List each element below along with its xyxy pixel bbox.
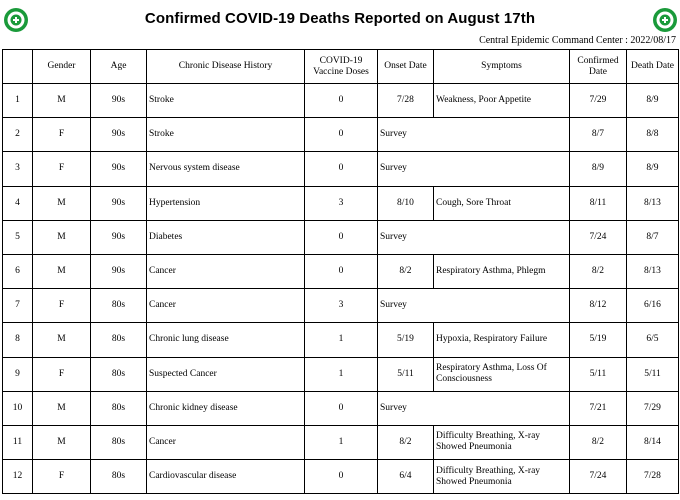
onset-date-cell: 6/4: [378, 460, 434, 494]
death-date-cell: 5/11: [627, 357, 679, 391]
confirmed-date-cell: 5/19: [570, 323, 627, 357]
age-cell: 90s: [91, 254, 147, 288]
symptoms-cell: Weakness, Poor Appetite: [434, 84, 570, 118]
table-row: [3, 220, 679, 254]
onset-date-cell: Survey: [378, 152, 570, 186]
death-date-cell: 8/9: [627, 84, 679, 118]
onset-date-cell: 7/28: [378, 84, 434, 118]
row-number-cell: 7: [3, 289, 33, 323]
vaccine-doses-cell: 1: [305, 425, 378, 459]
confirmed-date-cell: 7/21: [570, 391, 627, 425]
gender-cell: F: [33, 357, 91, 391]
table-row: [3, 289, 679, 323]
row-number-cell: 4: [3, 186, 33, 220]
vaccine-doses-cell: 3: [305, 186, 378, 220]
vaccine-doses-cell: 0: [305, 84, 378, 118]
onset-date-cell: Survey: [378, 118, 570, 152]
column-header-onset: Onset Date: [378, 50, 434, 84]
age-cell: 90s: [91, 152, 147, 186]
gender-cell: F: [33, 118, 91, 152]
onset-date-cell: Survey: [378, 220, 570, 254]
table-row: [3, 186, 679, 220]
disease-history-cell: Cancer: [147, 289, 305, 323]
table-row: [3, 357, 679, 391]
confirmed-date-cell: 8/2: [570, 425, 627, 459]
column-header-history: Chronic Disease History: [147, 50, 305, 84]
disease-history-cell: Hypertension: [147, 186, 305, 220]
table-row: [3, 391, 679, 425]
symptoms-cell: Difficulty Breathing, X-ray Showed Pneumonia: [434, 460, 570, 494]
column-header-doses: COVID-19 Vaccine Doses: [305, 50, 378, 84]
vaccine-doses-cell: 0: [305, 254, 378, 288]
age-cell: 80s: [91, 289, 147, 323]
death-date-cell: 8/7: [627, 220, 679, 254]
gender-cell: M: [33, 84, 91, 118]
vaccine-doses-cell: 0: [305, 118, 378, 152]
symptoms-cell: Difficulty Breathing, X-ray Showed Pneumonia: [434, 425, 570, 459]
column-header-gender: Gender: [33, 50, 91, 84]
column-header-age: Age: [91, 50, 147, 84]
row-number-cell: 3: [3, 152, 33, 186]
age-cell: 90s: [91, 84, 147, 118]
death-date-cell: 7/29: [627, 391, 679, 425]
source-line: Central Epidemic Command Center : 2022/08/17: [479, 35, 676, 46]
disease-history-cell: Cancer: [147, 254, 305, 288]
row-number-cell: 9: [3, 357, 33, 391]
gender-cell: M: [33, 391, 91, 425]
symptoms-cell: Cough, Sore Throat: [434, 186, 570, 220]
table-row: [3, 425, 679, 459]
disease-history-cell: Stroke: [147, 84, 305, 118]
table-row: [3, 118, 679, 152]
gender-cell: M: [33, 425, 91, 459]
disease-history-cell: Stroke: [147, 118, 305, 152]
age-cell: 80s: [91, 425, 147, 459]
disease-history-cell: Cardiovascular disease: [147, 460, 305, 494]
disease-history-cell: Diabetes: [147, 220, 305, 254]
table-row: [3, 323, 679, 357]
confirmed-date-cell: 8/9: [570, 152, 627, 186]
age-cell: 80s: [91, 323, 147, 357]
death-date-cell: 6/5: [627, 323, 679, 357]
disease-history-cell: Chronic lung disease: [147, 323, 305, 357]
row-number-cell: 5: [3, 220, 33, 254]
table-row: [3, 460, 679, 494]
symptoms-cell: Respiratory Asthma, Phlegm: [434, 254, 570, 288]
confirmed-date-cell: 7/29: [570, 84, 627, 118]
death-date-cell: 8/8: [627, 118, 679, 152]
column-header-death: Death Date: [627, 50, 679, 84]
column-header-no: [3, 50, 33, 84]
row-number-cell: 12: [3, 460, 33, 494]
column-header-symptoms: Symptoms: [434, 50, 570, 84]
death-date-cell: 8/13: [627, 186, 679, 220]
table-row: [3, 152, 679, 186]
onset-date-cell: Survey: [378, 391, 570, 425]
confirmed-date-cell: 8/11: [570, 186, 627, 220]
vaccine-doses-cell: 0: [305, 391, 378, 425]
vaccine-doses-cell: 3: [305, 289, 378, 323]
death-date-cell: 6/16: [627, 289, 679, 323]
disease-history-cell: Chronic kidney disease: [147, 391, 305, 425]
age-cell: 80s: [91, 391, 147, 425]
gender-cell: M: [33, 220, 91, 254]
confirmed-date-cell: 8/2: [570, 254, 627, 288]
disease-history-cell: Nervous system disease: [147, 152, 305, 186]
column-header-confirmed: Confirmed Date: [570, 50, 627, 84]
death-date-cell: 8/13: [627, 254, 679, 288]
onset-date-cell: 5/11: [378, 357, 434, 391]
disease-history-cell: Suspected Cancer: [147, 357, 305, 391]
row-number-cell: 2: [3, 118, 33, 152]
table-header-row: [3, 50, 679, 84]
onset-date-cell: 5/19: [378, 323, 434, 357]
age-cell: 80s: [91, 460, 147, 494]
gender-cell: F: [33, 460, 91, 494]
confirmed-date-cell: 7/24: [570, 220, 627, 254]
cecc-logo-right-icon: [652, 7, 678, 33]
death-date-cell: 8/14: [627, 425, 679, 459]
deaths-table: [2, 49, 679, 494]
row-number-cell: 6: [3, 254, 33, 288]
symptoms-cell: Hypoxia, Respiratory Failure: [434, 323, 570, 357]
death-date-cell: 7/28: [627, 460, 679, 494]
vaccine-doses-cell: 0: [305, 220, 378, 254]
vaccine-doses-cell: 1: [305, 323, 378, 357]
onset-date-cell: 8/2: [378, 425, 434, 459]
gender-cell: F: [33, 289, 91, 323]
table-row: [3, 254, 679, 288]
disease-history-cell: Cancer: [147, 425, 305, 459]
onset-date-cell: 8/10: [378, 186, 434, 220]
onset-date-cell: 8/2: [378, 254, 434, 288]
symptoms-cell: Respiratory Asthma, Loss Of Consciousness: [434, 357, 570, 391]
onset-date-cell: Survey: [378, 289, 570, 323]
gender-cell: M: [33, 254, 91, 288]
row-number-cell: 1: [3, 84, 33, 118]
death-date-cell: 8/9: [627, 152, 679, 186]
row-number-cell: 8: [3, 323, 33, 357]
age-cell: 90s: [91, 220, 147, 254]
age-cell: 90s: [91, 118, 147, 152]
gender-cell: F: [33, 152, 91, 186]
table-row: [3, 84, 679, 118]
vaccine-doses-cell: 0: [305, 460, 378, 494]
age-cell: 80s: [91, 357, 147, 391]
gender-cell: M: [33, 186, 91, 220]
page-title: Confirmed COVID-19 Deaths Reported on August 17th: [144, 10, 536, 27]
vaccine-doses-cell: 1: [305, 357, 378, 391]
row-number-cell: 10: [3, 391, 33, 425]
vaccine-doses-cell: 0: [305, 152, 378, 186]
age-cell: 90s: [91, 186, 147, 220]
confirmed-date-cell: 8/12: [570, 289, 627, 323]
confirmed-date-cell: 7/24: [570, 460, 627, 494]
row-number-cell: 11: [3, 425, 33, 459]
gender-cell: M: [33, 323, 91, 357]
confirmed-date-cell: 5/11: [570, 357, 627, 391]
confirmed-date-cell: 8/7: [570, 118, 627, 152]
